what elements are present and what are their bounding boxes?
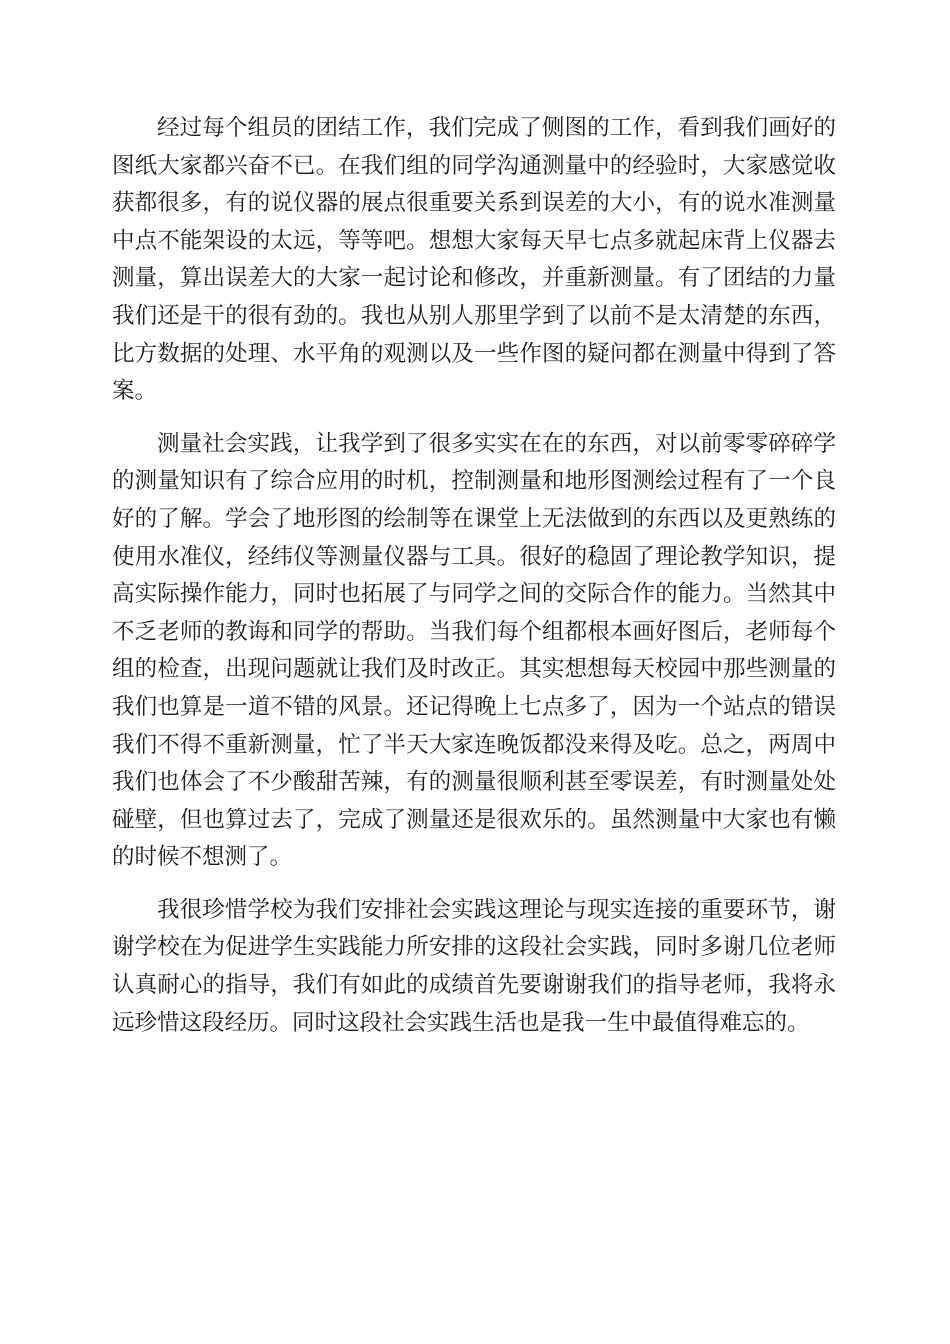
- paragraph-gratitude: 我很珍惜学校为我们安排社会实践这理论与现实连接的重要环节，谢谢学校在为促进学生实践能力所安排的这段社会实践，同时多谢几位老师认真耐心的指导，我们有如此的成绩首先要谢谢我们的指导老师，我将永远珍惜这段经历。同时这段社会实践生活也是我一生中最值得难忘的。: [112, 896, 836, 1036]
- paragraph-teamwork: 经过每个组员的团结工作，我们完成了侧图的工作，看到我们画好的图纸大家都兴奋不已。在我们组的同学沟通测量中的经验时，大家感觉收获都很多，有的说仪器的展点很重要关系到误差的大小，有的说水准测量中点不能架设的太远，等等吧。想想大家每天早七点多就起床背上仪器去测量，算出误差大的大家一起讨论和修改，并重新测量。有了团结的力量我们还是干的很有劲的。我也从别人那里学到了以前不是太清楚的东西，比方数据的处理、水平角的观测以及一些作图的疑问都在测量中得到了答案。: [112, 115, 836, 405]
- document-body: [112, 110, 836, 1057]
- paragraph-practice-gains: 测量社会实践，让我学到了很多实实在在的东西，对以前零零碎碎学的测量知识有了综合应用的时机，控制测量和地形图测绘过程有了一个良好的了解。学会了地形图的绘制等在课堂上无法做到的东西以及更熟练的使用水准仪，经纬仪等测量仪器与工具。很好的稳固了理论教学知识，提高实际操作能力，同时也拓展了与同学之间的交际合作的能力。当然其中不乏老师的教诲和同学的帮助。当我们每个组都根本画好图后，老师每个组的检查，出现问题就让我们及时改正。其实想想每天校园中那些测量的我们也算是一道不错的风景。还记得晚上七点多了，因为一个站点的错误我们不得不重新测量，忙了半天大家连晚饭都没来得及吃。总之，两周中我们也体会了不少酸甜苦辣，有的测量很顺利甚至零误差，有时测量处处碰壁，但也算过去了，完成了测量还是很欢乐的。虽然测量中大家也有懒的时候不想测了。: [112, 430, 836, 871]
